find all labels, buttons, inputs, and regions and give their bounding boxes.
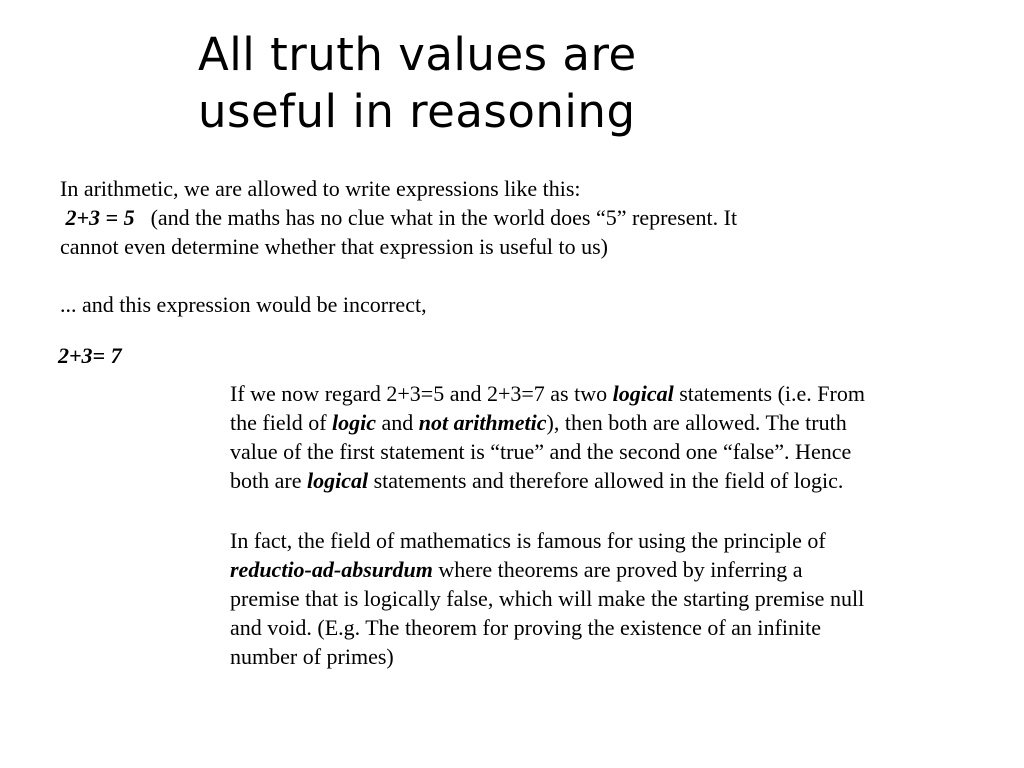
- para1-line-4: [230, 466, 990, 495]
- para1-line-3: value of the first statement is “true” and the second one “false”. Hence: [230, 439, 852, 464]
- para2-text: where theorems are proved by inferring a: [432, 557, 803, 582]
- wrong-expression: 2+3= 7: [58, 343, 122, 368]
- para2-line-3: premise that is logically false, which will make the starting premise null: [230, 586, 865, 611]
- para2-line-4: and void. (E.g. The theorem for proving the existence of an infinite: [230, 615, 821, 640]
- intro-paragraph: [60, 174, 880, 261]
- intro-line-2: [60, 203, 880, 232]
- title-line-1: All truth values are: [198, 28, 637, 81]
- para1-line-1: [230, 379, 990, 408]
- emphasis-logical: logical: [306, 468, 369, 493]
- emphasis-not-arithmetic: not arithmetic: [418, 410, 547, 435]
- para1-text: both are: [230, 468, 307, 493]
- para1-text: statements and therefore allowed in the field of logic.: [368, 468, 844, 493]
- emphasis-logical: logical: [612, 381, 674, 406]
- emphasis-logic: logic: [332, 410, 377, 435]
- para1-text: If we now regard 2+3=5 and 2+3=7 as two: [230, 381, 613, 406]
- para1-text: ), then both are allowed. The truth: [546, 410, 847, 435]
- para2-line-1: In fact, the field of mathematics is famous for using the principle of: [230, 528, 826, 553]
- logical-statements-paragraph: [230, 379, 990, 495]
- para2-line-2: [230, 555, 990, 584]
- incorrect-statement: ... and this expression would be incorrect,: [60, 292, 427, 317]
- intro-line-3: cannot even determine whether that expression is useful to us): [60, 234, 609, 259]
- para2-line-5: number of primes): [230, 644, 394, 669]
- intro-line-1: In arithmetic, we are allowed to write expressions like this:: [60, 176, 581, 201]
- reductio-paragraph: [230, 526, 990, 671]
- para1-line-2: [230, 408, 990, 437]
- para1-text: statements (i.e. From: [673, 381, 865, 406]
- para1-text: the field of: [230, 410, 333, 435]
- emphasis-reductio-ad-absurdum: reductio-ad-absurdum: [230, 557, 433, 582]
- title-line-2: useful in reasoning: [198, 85, 636, 138]
- slide-title: [198, 26, 718, 140]
- correct-expression: 2+3 = 5: [65, 205, 135, 230]
- para1-text: and: [376, 410, 419, 435]
- intro-line-2-rest: (and the maths has no clue what in the world does “5” represent. It: [150, 205, 738, 230]
